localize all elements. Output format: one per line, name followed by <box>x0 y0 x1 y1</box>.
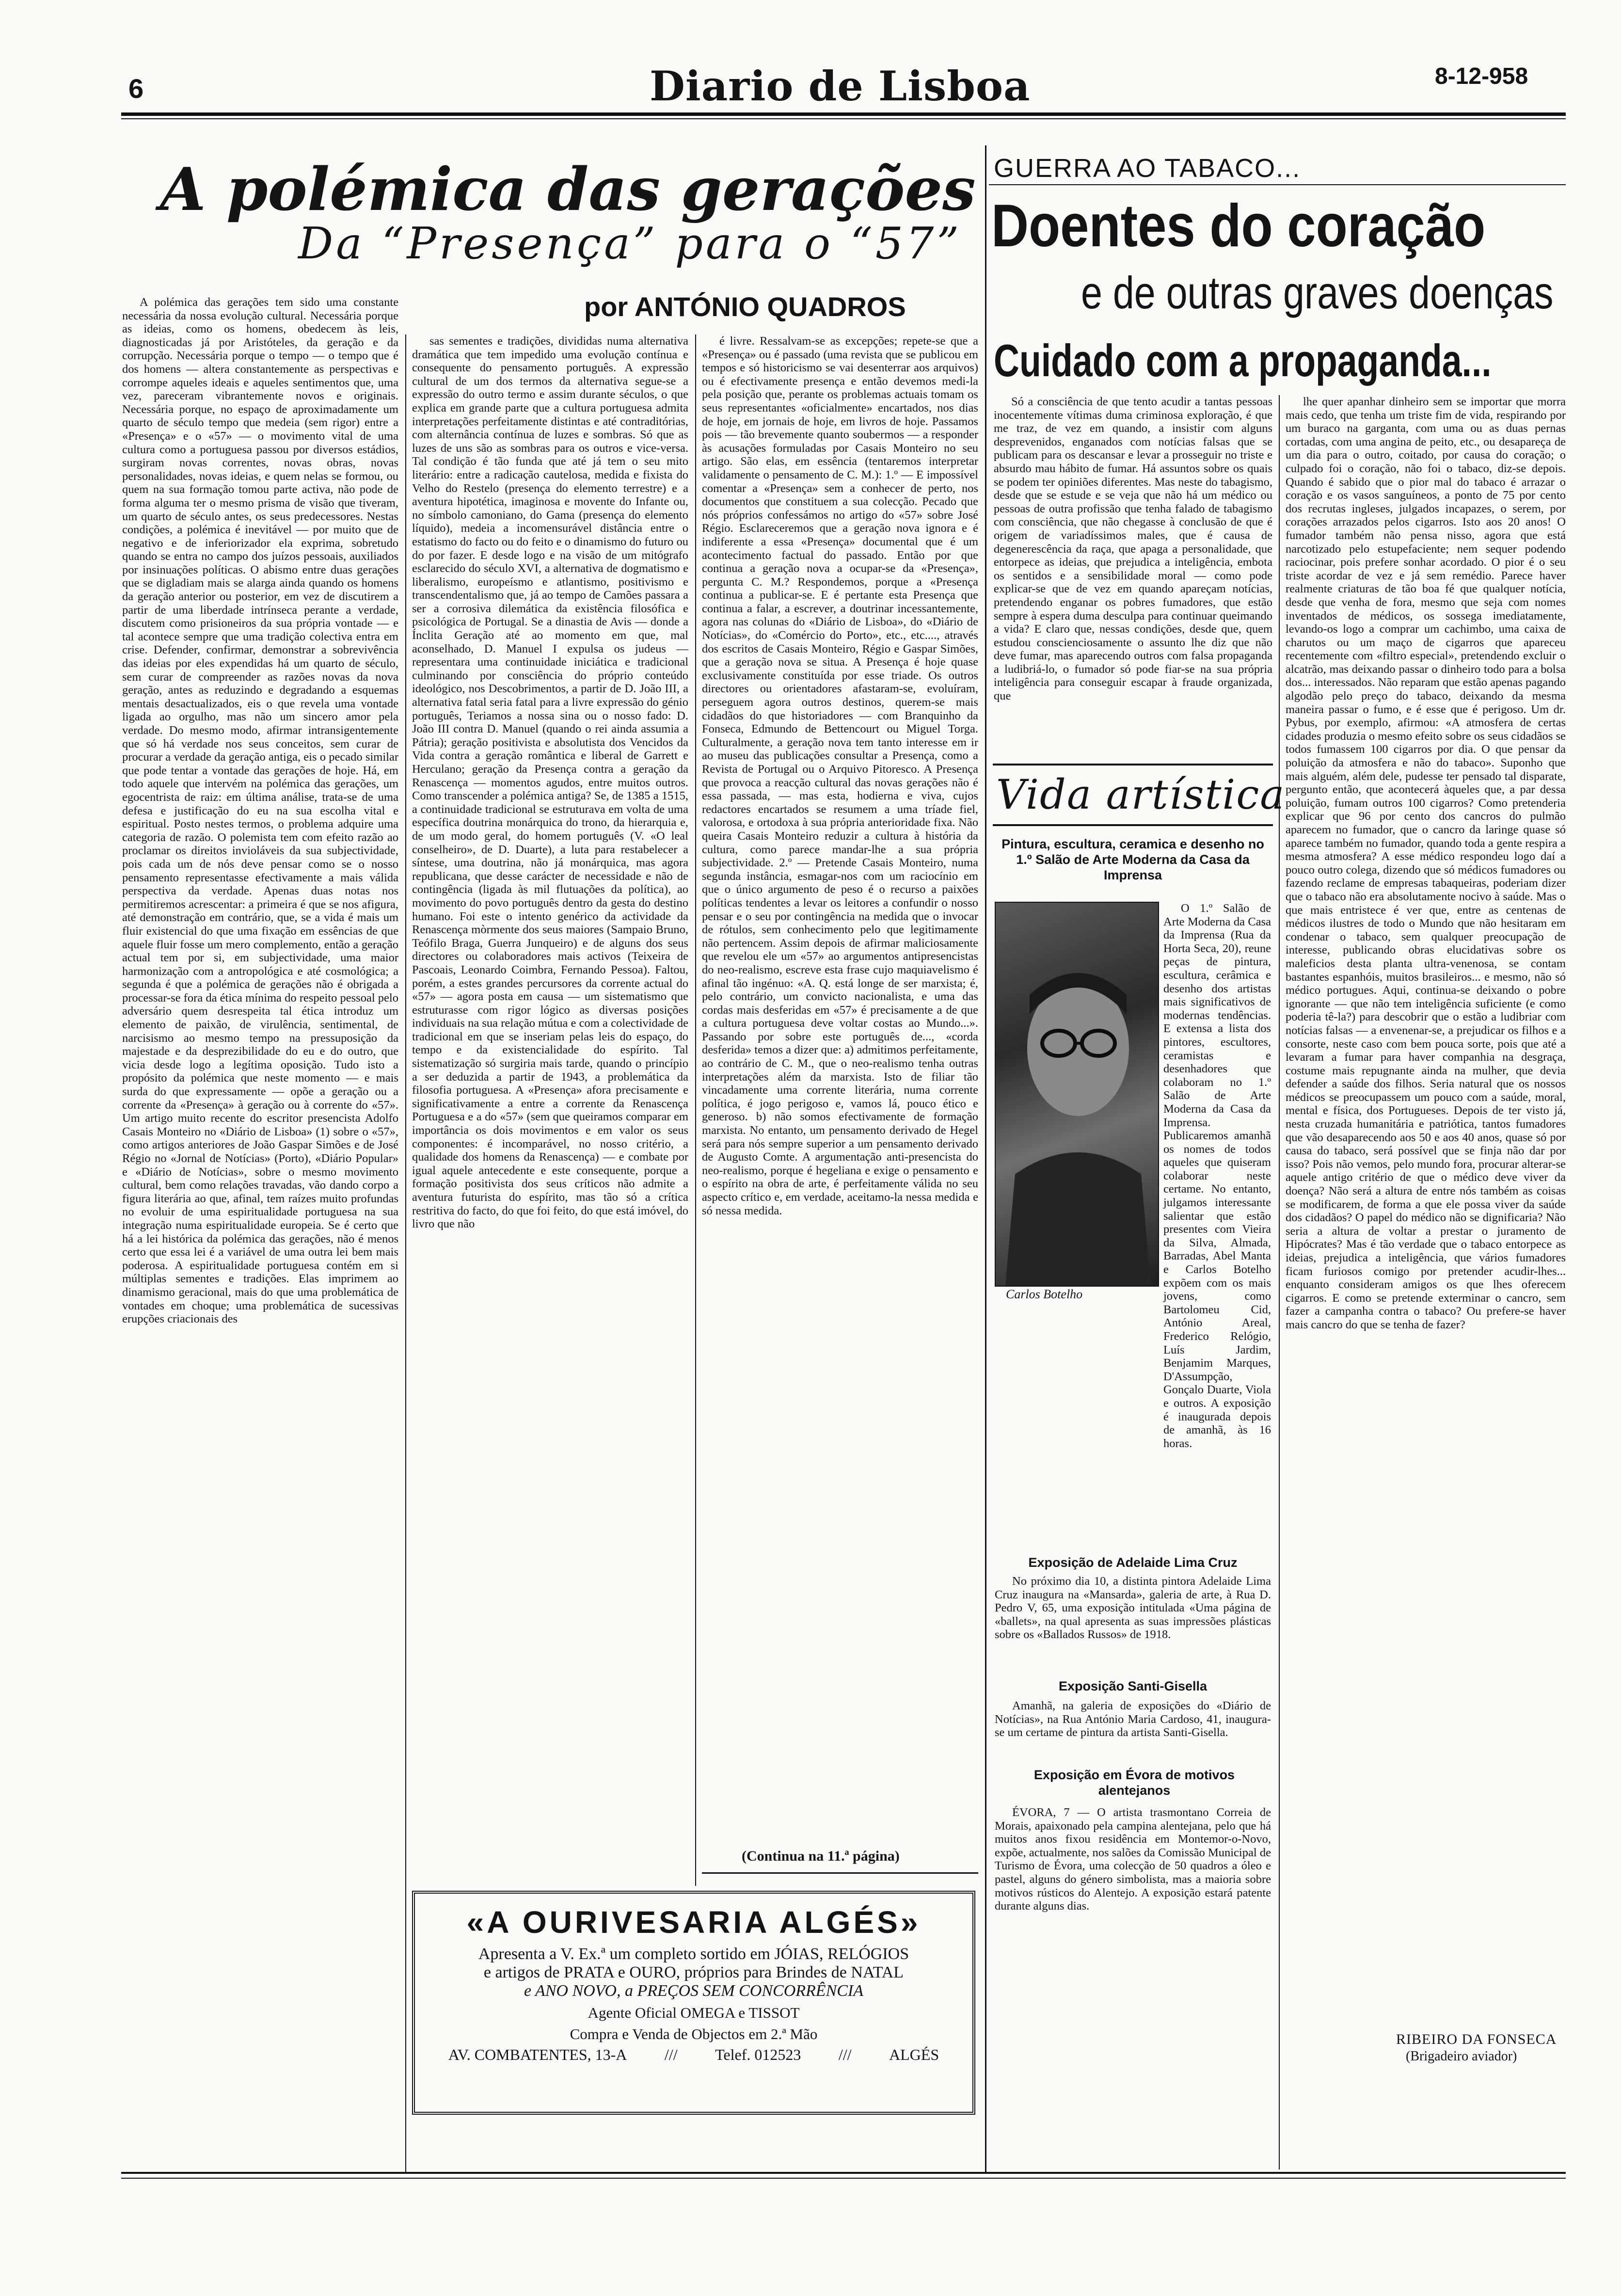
portrait-carlos-botelho <box>995 902 1159 1287</box>
evora-headline: Exposição em Évora de motivos alentejanos <box>1033 1768 1235 1798</box>
ad-phone: Telef. 012523 <box>715 2046 801 2063</box>
tabaco-signature: RIBEIRO DA FONSECA <box>1396 2031 1557 2047</box>
newspaper-title: Diario de Lisboa <box>650 62 1031 110</box>
vida-section-title: Vida artística <box>996 771 1286 818</box>
issue-date: 8-12-958 <box>1435 64 1528 89</box>
section-divider <box>985 145 986 2172</box>
polemica-column-1 <box>122 296 398 2169</box>
tabaco-title: Doentes do coração <box>991 192 1486 259</box>
polemica-column-3 <box>702 335 978 1833</box>
adelaide-text: No próximo dia 10, a distinta pintora Adelaide Lima Cruz inaugura na «Mansarda», galeria de arte, à Rua D. Pedro V, 65, uma exposição intitulada «Uma página de «ballets», na qual apresenta as suas impressões plásticas sobre os «Ballados Russos» de 1918. <box>995 1575 1271 1642</box>
photo-caption: Carlos Botelho <box>1006 1287 1083 1301</box>
ourivesaria-ad <box>412 1891 975 2115</box>
portrait-illustration <box>996 903 1158 1286</box>
polemica-column-2 <box>412 335 688 1883</box>
column-divider <box>695 335 696 1886</box>
kicker-rule <box>989 184 1566 185</box>
continued-note: (Continua na 11.ª página) <box>742 1848 900 1864</box>
ad-town: ALGÉS <box>889 2046 939 2063</box>
masthead-rule-thin <box>121 118 1566 119</box>
column-divider <box>1279 395 1280 2169</box>
ad-line-3: e ANO NOVO, a PREÇOS SEM CONCORRÊNCIA <box>524 1982 864 2000</box>
vida-bottom-rule <box>993 824 1273 826</box>
santi-gisella-text: Amanhã, na galeria de exposições do «Diário de Notícias», na Rua António Maria Cardoso, 41, inaugura-se um certame de pintura da artista Santi-Gisella. <box>995 1699 1271 1739</box>
continued-rule <box>702 1872 978 1874</box>
vida-top-rule <box>993 764 1273 765</box>
page-number: 6 <box>128 73 144 104</box>
tabaco-col1-text: Só a consciência de que tento acudir a tantas pessoas inocentemente vítimas duma criminosa exploração, é que me traz, de vez em quando, a insistir com alguns desprevenidos, enganados com notícias falsas que se publicam para os descansar e levar a prosseguir no triste e absurdo mau hábito de fumar. Há assuntos sobre os quais se podem ter opiniões diferentes. Mas neste do tabagismo, desde que se estude e se veja que não há um médico ou pessoas de outra profissão que tenha falado de tabagismo com consciência, que não chegasse à conclusão de que é origem de variadíssimos males, que é causa de degenerescência da raça, que apaga a personalidade, que entorpece as ideias, que prejudica a inteligência, embota os sentidos e a sensibilidade moral — como pode explicar-se que de vez em quando apareçam notícias, pretendendo enganar os pobres fumadores, que estão sempre à espera duma desculpa para continuar queimando a vida? E claro que, nessas condições, desde que, quem estudou conscienciosamente o assunto lhe diz que não deve fumar, mas aparecendo outros com falsa propaganda a ludibriá-lo, o fumador só pode fiar-se na sua própria inteligência para conseguir escapar à fraude organizada, que <box>994 395 1272 703</box>
polemica-byline: por ANTÓNIO QUADROS <box>584 291 906 322</box>
adelaide-text-block <box>995 1575 1271 1672</box>
ad-address-line <box>415 2046 972 2064</box>
polemica-col1-text: A polémica das gerações tem sido uma constante necessária da nossa evolução cultural. Necessária porque as ideias, como os homens, obedecem às leis, diagnosticadas já por Aristóteles, da geração e da corrupção. Necessária porque o tempo — o tempo que é dos homens — altera constantemente as perspectivas e corrompe aqueles ideais e aqueles sentimentos que, uma vez, pareceram vibrantemente novos e originais. Necessária porque, no espaço de aproximadamente um quarto de século tempo que medeia (sem rigor) entre a «Presença» e o «57» — o movimento vital de uma cultura como a portuguesa passou por diversos estádios, surgiram novas correntes, novas obras, novas personalidades, novas ideias, e quem nelas se formou, ou quem na sua formação tomou parte activa, não pode de forma alguma ter o mesmo prisma de visão que tiveram, um quarto de século antes, os seus predecessores. Nestas condições, a polémica é inevitável — por muito que de negativo e de inferiorizador ela exprima, sobretudo quando se entra no campo dos juízos pessoais, auxiliados por insinuações políticas. O abismo entre duas gerações que se digladiam mais se alarga ainda quando os homens da geração anterior ou posterior, em vez de discutirem a partir de uma liberdade intrínseca perante a verdade, discutem como prisioneiros da sua própria vontade — e tal acontece sempre que uma tradição colectiva entra em crise. Defender, confirmar, demonstrar a sobrevivência das ideias por eles expendidas há um quarto de século, sem curar de compreender as razões novas da nova geração, antes as reduzindo e degradando a esquemas mentais desactualizados, eis o que revela uma vontade ligada ao orgulho, mas não um sincero amor pela verdade. Do mesmo modo, afirmar intransigentemente que só há verdade nos seus conceitos, sem curar de procurar a verdade da geração antiga, eis o pecado similar que pode tentar a vontade das gerações de hoje. Há, em todo aquele que intervém na polémica das gerações, um egocentrista de raiz: em última análise, trata-se de uma defesa e justificação do eu na sua escolha vital e espiritual. Posto nestes termos, o problema adquire uma categoria de razão. O polemista tem com efeito razão ao proclamar os direitos invioláveis da sua subjectividade, pois cada um de nós deve pensar como se o nosso pensamento representasse efectivamente a mais válida perspectiva da verdade. Apenas duas notas nos permitiremos acrescentar: a primeira é que se nos afigura, até demonstração em contrário, que, se a vida é mais um fluir existencial do que uma fixação em essências de que aquele fluir fosse um mero complemento, então a geração actual tem por si, em subjectividade, uma maior harmonização com a antropológica e até cosmológica; a segunda é que a polémica de gerações não é obrigada a processar-se fora da ética mínima do respeito pessoal pelo adversário quem desrespeita tal ética introduz um elemento de paixão, de virulência, sentimental, de narcisismo ao mesmo tempo na pressuposição da majestade e da desprezibilidade do eu e do outro, que vicia desde logo a legítima oposição. Tudo isto a propósito da polémica que neste momento — e mais surda do que expressamente — opõe a geração ou a corrente da «Presença» à geração ou à corrente do «57». Um artigo muito recente do escritor presencista Adolfo Casais Monteiro no «Diário de Lisboa» (1) sobre o «57», como artigos anteriores de João Gaspar Simões e de José Régio no «Jornal de Notícias» (Porto), «Diário Popular» e «Diário de Notícias», sobre o mesmo movimento cultural, bem como relações travadas, vão dando corpo a figura literária ao que, afinal, tem raízes muito profundas no evoluir de uma espiritualidade portuguesa na sua integração numa espiritualidade europeia. Se é certo que há a lei histórica da polémica das gerações, não é menos certo que essa lei é a variável de uma outra lei bem mais poderosa. A espiritualidade portuguesa contém em si múltiplas sementes e tradições. Elas imprimem ao dinamismo geracional, mais do que uma problemática de vontades em choque; uma problemática de sucessivas erupções criacionais des <box>122 296 398 1326</box>
column-divider <box>405 335 406 2172</box>
polemica-col3-text: é livre. Ressalvam-se as excepções; repete-se que a «Presença» ou é passado (uma revista que se publicou em tempos e só historicismo se vai desenterrar aos arquivos) ou é efectivamente presença e então devemos medi-la pela posição que, perante os problemas actuais tomam os seus representantes «oficialmente» encartados, nos dias de hoje, em jornais de hoje, em livros de hoje. Passamos pois — tão brevemente quanto soubermos — a responder às acusações formuladas por Casais Monteiro no seu artigo. São elas, em essência (tentaremos interpretar validamente o pensamento de C. M.): 1.º — E impossível comentar a «Presença» sem a conhecer de perto, nos documentos que constituem a sua colecção. Pecado que nós próprios confessámos no artigo do «57» sobre José Régio. Esclareceremos que a geração nova ignora e é indiferente a essa «Presença» documental que é um acontecimento factual do passado. Então por que continua a geração nova a ocupar-se da «Presença», pergunta C. M.? Respondemos, porque a «Presença continua a publicar-se. E é pertante esta Presença que continua a falar, a escrever, a doutrinar incessantemente, agora nas colunas do «Diário de Lisboa», do «Diário de Notícias», do «Comércio do Porto», etc., etc...., através dos escritos de Casais Monteiro, Régio e Gaspar Simões, que a geração nova se situa. A Presença é hoje quase exclusivamente constituída por esse triade. Os outros directores ou orientadores afastaram-se, evoluíram, perseguem agora outros destinos, querem-se mais cidadãos do que historiadores — com Branquinho da Fonseca, Edmundo de Bettencourt ou Miguel Torga. Culturalmente, a geração nova tem tanto interesse em ir ao museu das publicações consultar a Presença, como a Revista de Portugal ou o Arquivo Pitoresco. A Presença que provoca a reacção cultural das novas gerações não é essa passada, — mas esta, hodierna e viva, cujos redactores encartados se resumem a uma tríade fiel, valorosa, e ortodoxa à sua própria anterioridade fixa. Não queira Casais Monteiro reduzir a cultura à história da cultura, como parece mandar-lhe a sua própria subjectividade. 2.º — Pretende Casais Monteiro, numa segunda instância, esmagar-nos com um raciocínio em que o único argumento de peso é o recurso a paixões políticas tendentes a levar os leitores a confundir o nosso pensar e o seu por contingência na medida que o invocar de rótulos, sem conhecimento pelo que legitimamente não pertencem. Assim depois de afirmar maliciosamente que revelou ele um «57» ao argumentos antipresencistas do neo-realismo, escreve esta frase cujo maquiavelismo é afinal tão ingénuo: «A. Q. está longe de ser marxista; é, pelo contrário, um convicto nacionalista, e uma das cordas mais desferidas em «57» é precisamente a de que a cultura portuguesa deve voltar costas ao Mundo...». Passando por sobre este português de..., «corda desferida» temos a dizer que: a) admitimos perfeitamente, ao contrário de C. M., que o neo-realismo tenha outras interpretações além da marxista. Isto de filiar tão vincadamente uma corrente literária, numa corrente política, é jogo perigoso e, vamos lá, pouco ético e generoso. b) não somos efectivamente de formação marxista. No entanto, um pensamento derivado de Hegel será para nós sempre superior a um pensamento derivado de Augusto Comte. A argumentação anti-presencista do neo-realismo, porque é hegeliana e exige o pensamento e o espírito na obra de arte, é perfeitamente válida no seu aspecto crítico e, em verdade, aceitamo-la nessa medida e só nessa medida. <box>702 335 978 1217</box>
santi-gisella-headline: Exposição Santi-Gisella <box>1058 1679 1208 1693</box>
tabaco-column-1 <box>994 395 1272 749</box>
masthead-rule <box>121 112 1566 116</box>
salao-text: O 1.º Salão de Arte Moderna da Casa da Imprensa (Rua da Horta Seca, 20), reune peças de pintura, escultura, cerâmica e desenho dos artistas mais significativos de modernas tendências. E extensa a lista dos pintores, escultores, ceramistas e desenhadores que colaboram no 1.º Salão de Arte Moderna da Casa da Imprensa. Publicaremos amanhã os nomes de todos aqueles que quiseram colaborar neste certame. No entanto, julgamos interessante salientar que estão presentes com Vieira da Silva, Almada, Barradas, Abel Manta e Carlos Botelho expõem com os mais jovens, como Bartolomeu Cid, António Areal, Frederico Relógio, Luís Jardim, Benjamim Marques, D'Assumpção, Gonçalo Duarte, Viola e outros. A exposição é inaugurada depois de amanhã, às 16 horas. <box>1163 902 1271 1450</box>
santi-gisella-text-block <box>995 1699 1271 1755</box>
polemica-subtitle: Da “Presença” para o “57” <box>298 218 962 269</box>
evora-text: ÉVORA, 7 — O artista trasmontano Correia de Morais, apaixonado pela campina alentejana, pelo que há muitos anos fixou residência em Montemor-o-Novo, expõe, actualmente, nos salões da Comissão Municipal de Turismo de Évora, uma colecção de 50 quadros a óleo e pastel, alguns do género simbolista, mas a maioria sobre motivos rústicos do Alentejo. A exposição estará patente durante alguns dias. <box>995 1806 1271 1913</box>
ad-address: AV. COMBATENTES, 13-A <box>448 2046 627 2063</box>
bottom-rule <box>121 2172 1566 2174</box>
tabaco-kicker: GUERRA AO TABACO... <box>994 154 1301 183</box>
bottom-rule-thin <box>121 2178 1566 2179</box>
salao-text-beside-photo <box>1163 902 1271 1450</box>
ad-line-5: Compra e Venda de Objectos em 2.ª Mão <box>570 2025 818 2042</box>
polemica-col2-text: sas sementes e tradições, divididas numa alternativa dramática que tem impedido uma evolução contínua e consequente do pensamento português. A expressão cultural de um dos termos da alternativa segue-se a expressão do outro termo e assim durante séculos, o que explica em grande parte que a cultura portuguesa admita interpretações perfeitamente distintas e até contraditórias, com alternância contínua de luzes e sombras. Só que as luzes de uns são as sombras para os outros e vice-versa. Tal condição é tão funda que até já tem o seu mito literário: entre a radicação cautelosa, medida e fixista do Velho do Restelo (presença do elemento terrestre) e a aventura hipotética, imaginosa e movente do Infante ou, no símbolo camoniano, do Gama (presença do elemento líquido), medeia a incomensurável distância entre o estatismo do facto ou do feito e o dinamismo do futuro ou do por fazer. E desde logo e na visão de um mitógrafo esclarecido do século XVI, a alternativa de dogmatismo e liberalismo, europeísmo e atlantismo, positivismo e transcendentalismo que, já ao tempo de Camões passara a ser a corrosiva dilemática da existência filosófica e psicológica de Portugal. Se a dinastia de Avis — donde a Ínclita Geração até ao momento em que, mal aconselhado, D. Manuel I expulsa os judeus — representara uma continuidade iniciática e tradicional culminando por consciência do próprio conteúdo ideológico, nos Descobrimentos, a partir de D. João III, a alternativa fatal seria fatal para a livre expressão do génio português, Teriamos a nossa sina ou o nosso fado: D. João III contra D. Manuel (quando o rei ainda assumia a Pátria); geração positivista e absolutista dos Vencidos da Vida contra a geração romântica e liberal de Garrett e Herculano; geração da Presença contra a geração da Renascença — momentos agudos, entre muitos outros. Como transcender a polémica antiga? Se, de 1385 a 1515, a continuidade tradicional se estruturava em volta de uma específica doutrina monárquica do trono, da hierarquia e, de um modo geral, do homem português (V. «O leal conselheiro», de D. Duarte), a luta para restabelecer a síntese, uma doutrina, não já monárquica, mas agora republicana, que desse carácter de necessidade e não de contingência (ligada às mil flutuações da política), ao movimento do povo português dentro da gesta do destino humano. Foi este o intento genérico da actividade da Renascença mòrmente dos seus maiores (Sampaio Bruno, Teófilo Braga, Guerra Junqueiro) e de alguns dos seus directores ou colaboradores mais activos (Teixeira de Pascoais, Leonardo Coimbra, Fernando Pessoa). Faltou, porém, a estes grandes percursores da corrente actual do «57» — agora posta em causa — um sistematismo que estruturasse com rigor lógico as diversas posições individuais na sua relação mútua e com a colectividade de tradicional em que se inseriam pelas leis do espaço, do tempo e da existencialidade do espírito. Tal sistematização só surgiria mais tarde, quando o princípio a ser deduzida a partir de 1943, a problemática da filosofia portuguesa. A «Presença» afora precisamente e significativamente a entre a corrente da Renascença Portuguesa e a do «57» (sem que queiramos comparar em importância os dois movimentos e em valor os seus componentes: é incomparável, no nosso critério, a qualidade dos homens da Renascença) — e combate por igual aquele antecedente e este consequente, porque a formação positivista dos seus críticos não admite a aventura futurista do espírito, mas tão só a crítica restritiva do facto, do que foi feito, do que está imóvel, do livro que não <box>412 335 688 1231</box>
adelaide-headline: Exposição de Adelaide Lima Cruz <box>1028 1555 1238 1570</box>
polemica-title: A polémica das gerações <box>160 154 976 224</box>
ad-separator: /// <box>838 2046 852 2063</box>
tabaco-title-2: e de outras graves doenças <box>1081 267 1554 318</box>
tabaco-col2-text: lhe quer apanhar dinheiro sem se importar que morra mais cedo, que tenha um triste fim de vida, respirando por um buraco na garganta, com uma ou as duas pernas cortadas, com uma angina de peito, etc., ou desapareça de um dia para o outro, coitado, por causa do coração; o culpado foi o coração, não foi o tabaco, diz-se depois. Quando é sabido que o pior mal do tabaco é arrazar o coração e os vasos sanguíneos, a ponto de 75 por cento dos recrutas ingleses, julgados incapazes, o serem, por corações arrazados pelos cigarros. Isto aos 20 anos! O fumador também não pensa nisso, agora que está narcotizado pelo estupefaciente; nem sequer podendo raciocinar, pois prefere sonhar acordado. O pior é o seu triste acordar de vez e já sem remédio. Parece haver realmente criaturas de tão boa fé que qualquer notícia, desde que venha de fora, mesmo que seja com nomes inventados de médicos, os sossega imediatamente, levando-os logo a comprar um cachimbo, uma caixa de charutos ou um maço de cigarros que apareceu recentemente com «filtro especial», pretendendo excluir o alcatrão, mas deixando passar o dinheiro todo para a bolsa dos... interessados. Não reparam que estão apenas pagando algodão pelo preço do tabaco, deixando da mesma maneira passar o fumo, e é esse que é perigoso. Um dr. Pybus, por exemplo, afirmou: «A atmosfera de certas cidades produzia o mesmo efeito sobre os seus cidadãos se todos fumassem 100 cigarros por dia. O que pensar da poluição da atmosfera e não do tabaco». Suponho que mais alguém, além dele, pudesse ter pensado tal disparate, pergunto então, que acontecerá àqueles que, a par dessa poluição, fumam outros 100 cigarros? Como pretenderia explicar que 96 por cento dos cancros do pulmão aparecem no fumador, que o cancro da laringe quase só aparece também no fumador, quando toda a gente respira a mesma atmosfera? A esse médico respondeu logo daí a pouco outro colega, dizendo que só médicos fumadores ou fazendo reclame de empresas tabaqueiras, poderiam dizer que o tabaco não era absolutamente nocivo à saúde. Mas o que mais entristece é ver que, entre as centenas de médicos ilustres de todo o Mundo que não hesitaram em condenar o tabaco, sem qualquer preocupação de interesse, publicando obras elucidativas sobre os maleficios desta planta ultra-venenosa, se contam bastantes espanhóis, muitos brasileiros... e mesmo, não só médico portugues. Aqui, continua-se deixando o pobre ignorante — que não tem inteligência suficiente (e como poderia tê-la?) para descobrir que o estão a ludibriar com notícias falsas — a envenenar-se, a prejudicar os filhos e a consorte, neste caso com bem pouca sorte, pois que até a levaram a fumar para haver companhia na desgraça, costume mais repugnante ainda na mulher, que devia defender a saúde dos filhos. Seria natural que os nossos médicos se preocupassem um pouco com a saúde, moral, mental e física, dos Portugueses. Depois de ter visto já, nesta cruzada humanitária e patriótica, tantos fumadores que vão desaparecendo aos 50 e aos 40 anos, quase só por causa do tabaco, será possível que se finja não dar por isso? Pois não vemos, pelo mundo fora, procurar alterar-se aquele antigo critério de que o médico deve viver da doença? Não será a altura de entre nós também as coisas se modificarem, de forma a que ele possa viver da saúde dos cidadãos? O papel do médico não se dignificaria? Não seria a altura de voltar a prestar o juramento de Hipócrates? Mas é tão verdade que o tabaco entorpece as ideias, prejudica a inteligência, que vários fumadores ficam furiosos comigo por pretender acudir-lhes... enquanto consideram amigos os que lhes oferecem cigarros. E como se pretende exterminar o cancro, sem fazer a campanha contra o tabaco? Ou prefere-se haver mais cancro do que se tenha de fazer? <box>1286 395 1566 1331</box>
tabaco-signature-role: (Brigadeiro aviador) <box>1406 2049 1517 2064</box>
tabaco-column-2 <box>1286 395 1566 2022</box>
ad-line-4: Agente Oficial OMEGA e TISSOT <box>588 2004 800 2021</box>
ad-line-2: e artigos de PRATA e OURO, próprios para Brindes de NATAL <box>483 1963 904 1981</box>
evora-text-block <box>995 1806 1271 1973</box>
salao-headline: Pintura, escultura, ceramica e desenho no 1.º Salão de Arte Moderna da Casa da Imprensa <box>1001 837 1264 882</box>
tabaco-title-3: Cuidado com a propaganda... <box>994 335 1492 386</box>
ad-separator: /// <box>664 2046 678 2063</box>
ad-name: «A OURIVESARIA ALGÉS» <box>466 1905 921 1940</box>
ad-line-1: Apresenta a V. Ex.ª um completo sortido em JÓIAS, RELÓGIOS <box>478 1945 909 1963</box>
